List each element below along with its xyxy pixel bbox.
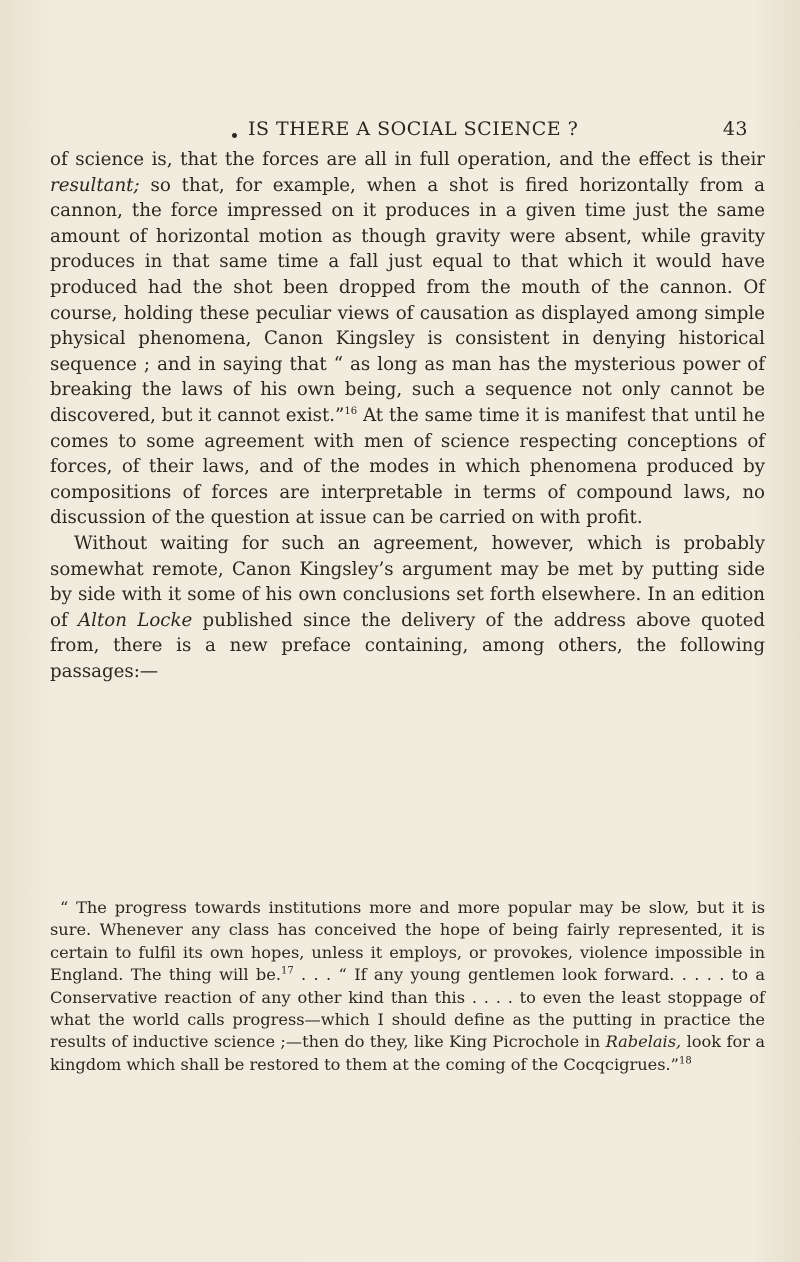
italic-rabelais: Rabelais, [605,1032,682,1052]
running-head [248,118,748,142]
printer-mark [232,133,237,138]
paragraph-1-text-a: of science is, that the forces are all in full operation, and the effect is their [50,149,765,170]
running-head-title: IS THERE A SOCIAL SCIENCE ? [248,118,579,140]
paragraph-2-text-a: Without waiting for such an agreement, however, which is probably somewhat remote, Canon Kingsley’s argument may be met by putting side by side with it some of his own conclusions set forth elsewhere. In an edition of [50,532,765,631]
page-number: 43 [722,118,748,140]
quotation-text-b: . . . “ If any young gentlemen look forward. . . . . to a Conservative reaction of any other kind than this . . . . to even the least stoppage of what the world calls progress—which I should define as the putting in practice the results of inductive science ;—then do they, like King Picrochole in [50,965,765,1052]
paragraph-1-text-b: so that, for example, when a shot is fired horizontally from a cannon, the force impressed on it produces in a given time just the same amount of horizontal motion as though gravity were absent, while gravity produces in that same time a fall just equal to that which it would have produced had the shot been dropped from the mouth of the cannon. Of course, holding these peculiar views of causation as displayed among simple physical phenomena, Canon Kingsley is consistent in denying historical sequence ; and in saying that “ as long as man has the mysterious power of breaking the laws of his own being, such a sequence not only cannot be discovered, but it cannot exist.” [50,174,765,426]
italic-alton-locke: Alton Locke [78,609,193,631]
quotation-text-c: look for a kingdom which shall be restored to them at the coming of the Cocqcigrues.” [50,1032,765,1074]
footnote-ref-18: 18 [678,1055,692,1067]
body-text [50,147,765,684]
italic-resultant: resultant; [50,174,140,196]
block-quotation [50,897,765,1076]
paragraph-2 [50,531,765,685]
footnote-ref-17: 17 [280,965,294,977]
paragraph-2-text-b: published since the delivery of the address above quoted from, there is a new preface containing, among others, the following passages:— [50,609,765,682]
footnote-ref-16: 16 [344,405,358,417]
quotation-text [50,897,765,1076]
paragraph-1-text-c: At the same time it is manifest that until he comes to some agreement with men of science respecting conceptions of forces, of their laws, and of the modes in which phenomena produced by compositions of forces are interpretable in terms of compound laws, no discussion of the question at issue can be carried on with profit. [50,404,765,529]
quotation-text-a: “ The progress towards institutions more and more popular may be slow, but it is sure. Whenever any class has conceived the hope of being fairly represented, it is certain to fulfil its own hopes, unless it employs, or provokes, violence impossible in England. The thing will be. [50,898,765,985]
paragraph-1 [50,147,765,531]
